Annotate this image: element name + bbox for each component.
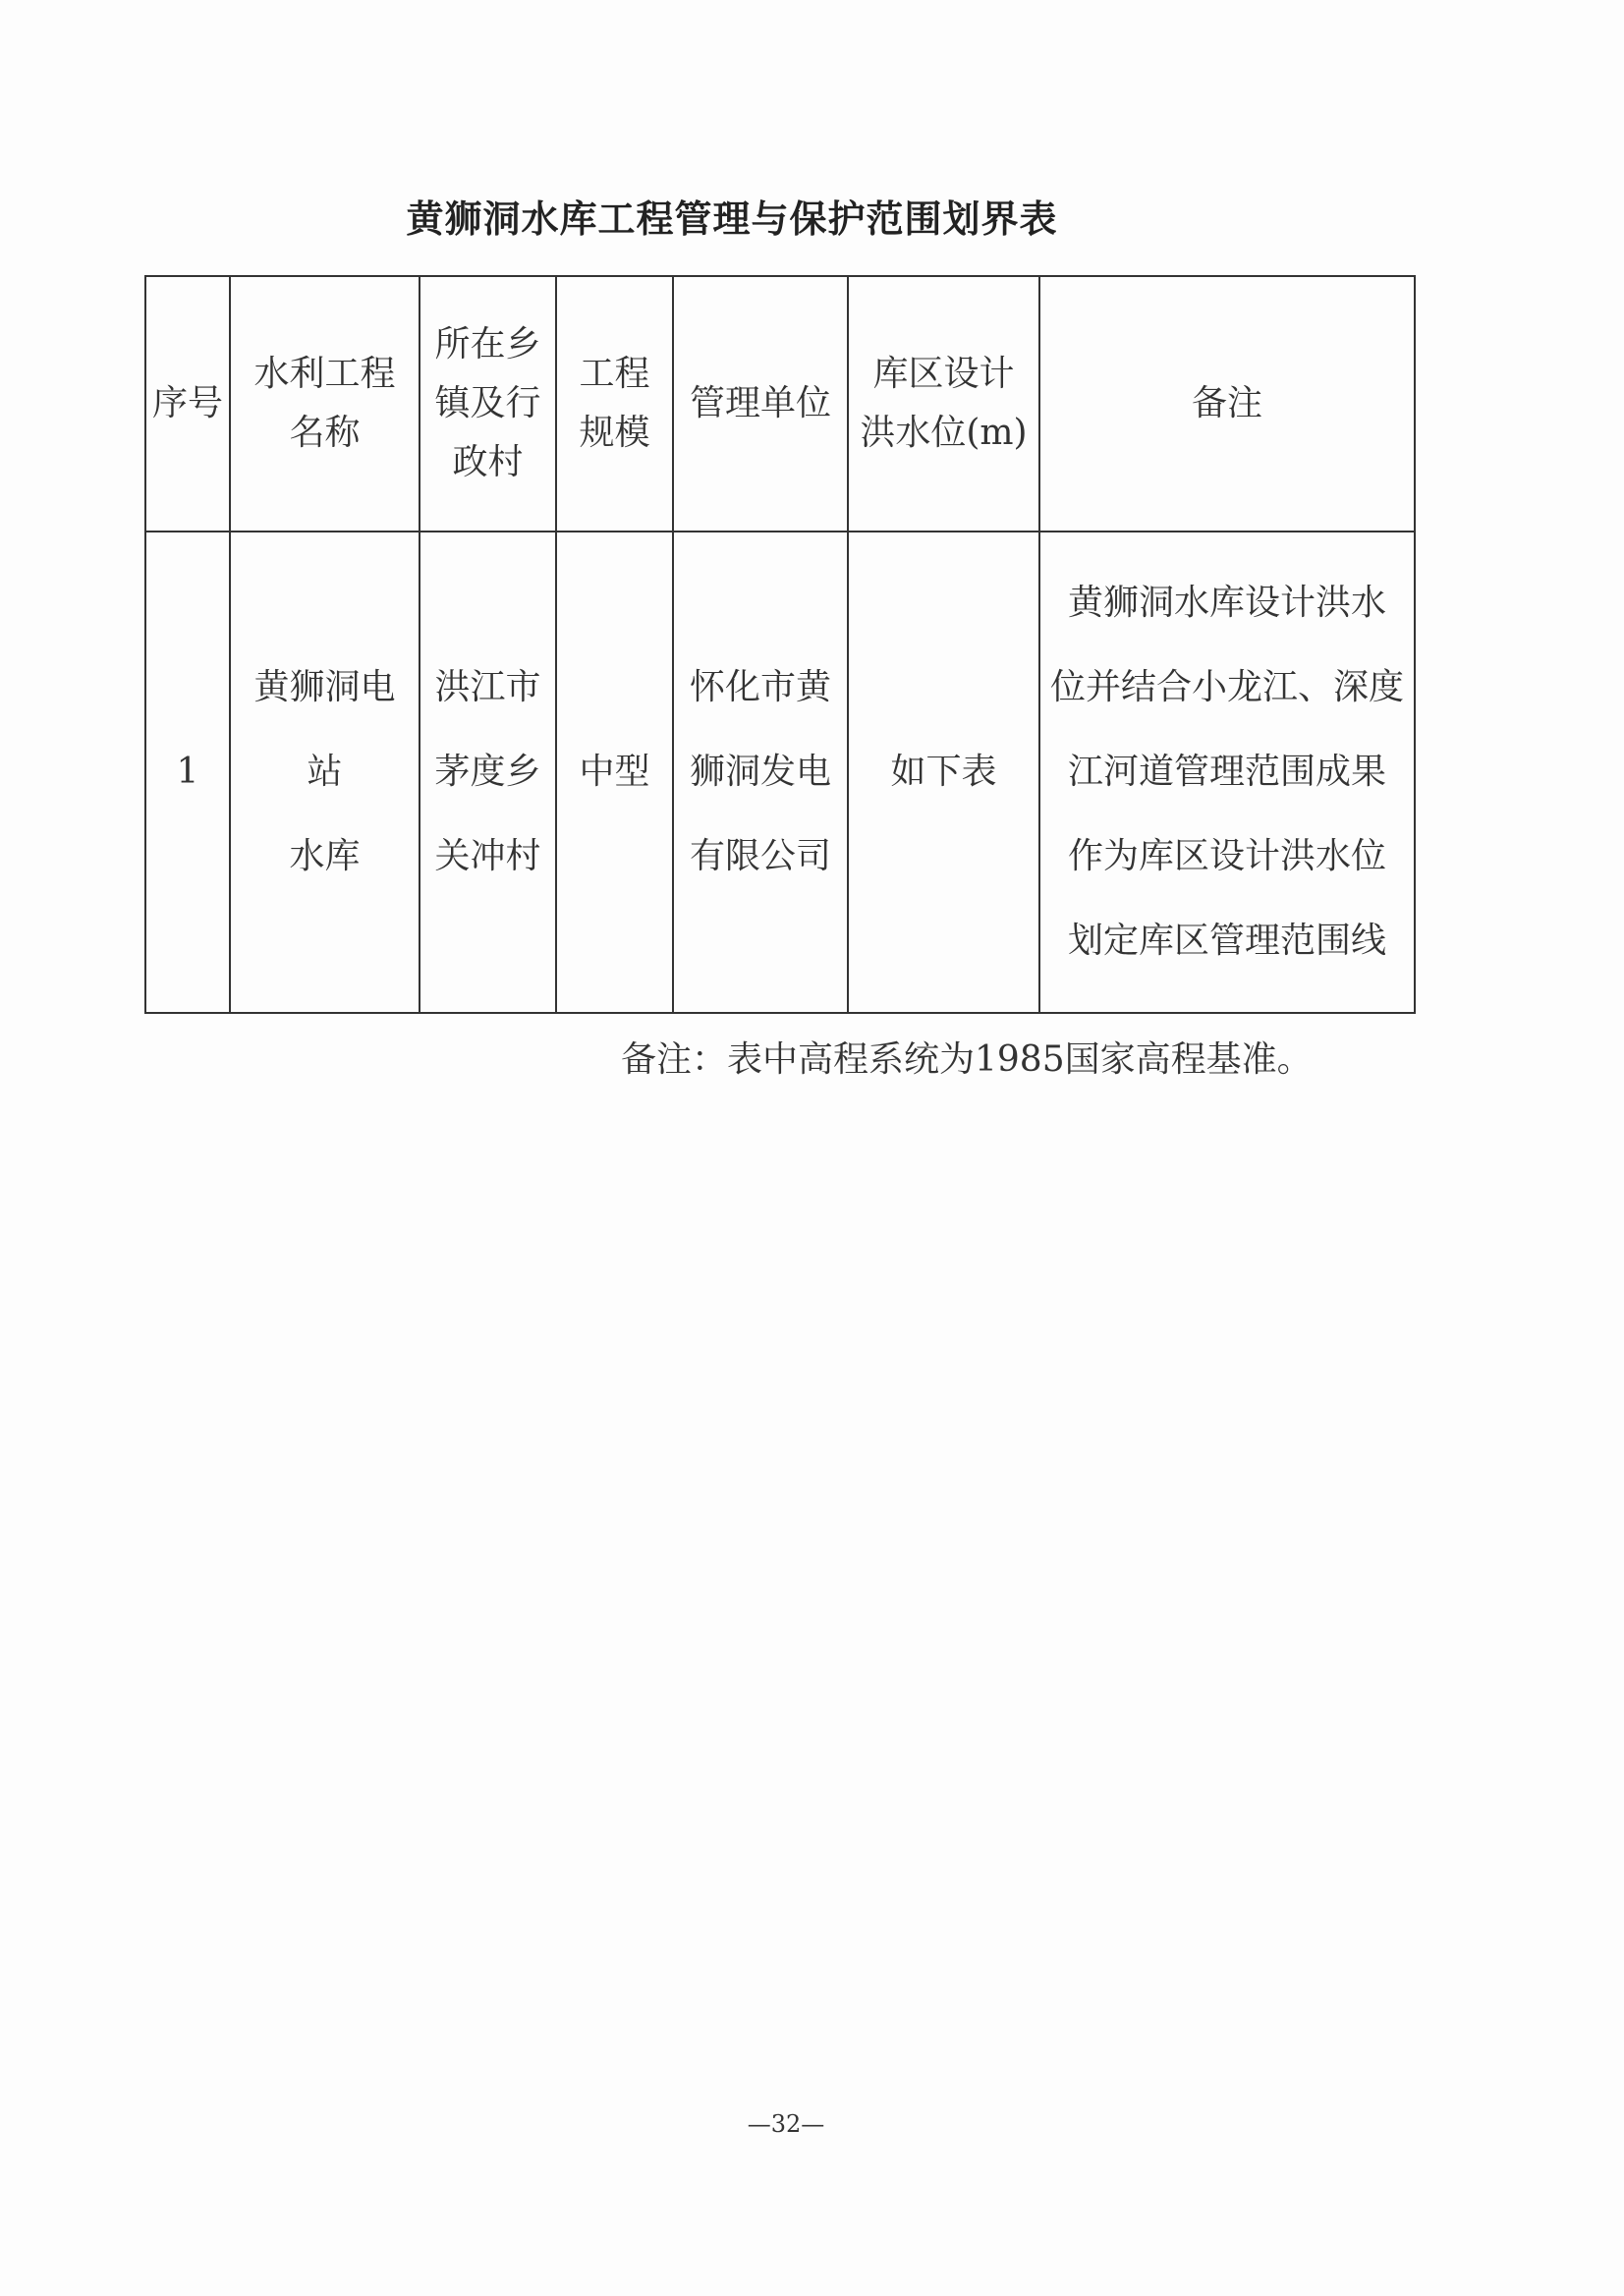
header-management-unit: 管理单位 [673, 276, 848, 532]
cell-management-unit: 怀化市黄 狮洞发电 有限公司 [673, 532, 848, 1013]
header-seq: 序号 [145, 276, 230, 532]
header-scale: 工程 规模 [556, 276, 673, 532]
boundary-table [144, 275, 1416, 1014]
header-remarks: 备注 [1039, 276, 1415, 532]
cell-location: 洪江市 茅度乡 关冲村 [420, 532, 556, 1013]
document-title: 黄狮洞水库工程管理与保护范围划界表 [406, 197, 1058, 241]
page-number: —32— [747, 2110, 825, 2138]
cell-remarks: 黄狮洞水库设计洪水 位并结合小龙江、深度 江河道管理范围成果 作为库区设计洪水位 划定库区管理范围线 [1039, 532, 1415, 1013]
cell-scale: 中型 [556, 532, 673, 1013]
table-header-row [145, 276, 1415, 532]
table-footnote: 备注：表中高程系统为1985国家高程基准。 [621, 1039, 1313, 1080]
cell-seq: 1 [145, 532, 230, 1013]
header-design-flood-level: 库区设计 洪水位(m) [848, 276, 1039, 532]
header-location: 所在乡 镇及行 政村 [420, 276, 556, 532]
header-project-name: 水利工程 名称 [230, 276, 420, 532]
cell-project-name: 黄狮洞电 站 水库 [230, 532, 420, 1013]
cell-design-flood-level: 如下表 [848, 532, 1039, 1013]
table-row [145, 532, 1415, 1013]
